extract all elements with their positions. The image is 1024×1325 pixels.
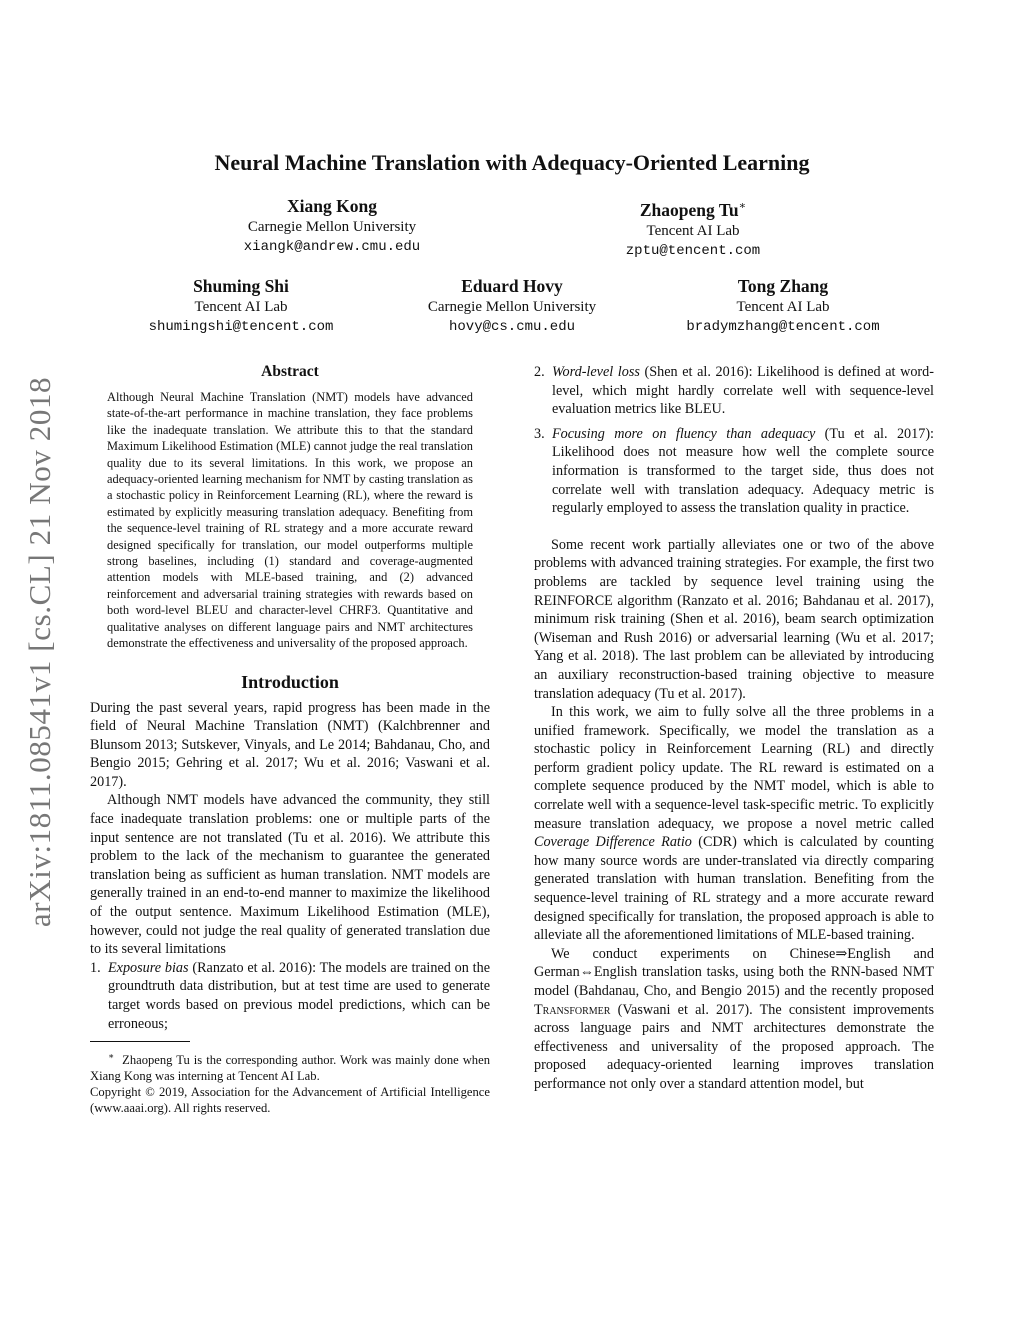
list-term: Exposure bias xyxy=(108,959,189,976)
list-text: (Tu et al. 2017): Likelihood does not measure how well the complete source information is transformed to the target side, thus does not correlate well with translation adequacy. Adequacy metric is regularly employed to assess the translation quality in practice. xyxy=(552,425,934,517)
author-email: zptu@tencent.com xyxy=(625,242,761,259)
author-affiliation: Carnegie Mellon University xyxy=(247,219,417,235)
para2-text-b: (CDR) which is calculated by counting how many source words are under-translated via directly comparing generated translation with human translation. Benefiting from the sequence-level training of RL strategy and a more accurate reward designed specifically for translation, the proposed approach is able to alleviate all the aforementioned limitations of MLE-based training. xyxy=(534,834,934,944)
author-affiliation: Tencent AI Lab xyxy=(194,299,288,315)
abstract-text: Although Neural Machine Translation (NMT) models have advanced state-of-the-art performance in machine translation, they face problems like the inadequate translation. We attribute this to that the standard Maximum Likelihood Estimation (MLE) cannot judge the real translation quality due to its several limitations. In this work, we propose an adequacy-oriented learning mechanism for NMT by casting translation as a stochastic policy in Reinforcement Learning (RL), where the reward is estimated by explicitly measuring translation adequacy. Benefiting from the sequence-level training of RL strategy and a more accurate reward designed specifically for translation, our model outperforms multiple strong baselines, including (1) standard and coverage-augmented attention models with MLE-based training, and (2) advanced reinforcement and adversarial training strategies with rewards based on both word-level BLEU and character-level CHRF3. Quantitative and qualitative analyses on different language pairs and NMT architectures demonstrate the effectiveness and universality of the proposed approach. xyxy=(107,390,473,651)
list-number: 1. xyxy=(90,959,101,976)
footnote-rule xyxy=(90,1041,190,1042)
arxiv-side-stamp xyxy=(14,358,66,946)
author-affiliation: Carnegie Mellon University xyxy=(427,299,597,315)
para3-text-b: (Vaswani et al. 2017). The consistent improvements across language pairs and NMT architectures demonstrate the effectiveness and universality of the proposed approach. The proposed adequacy-oriented learning improves translation performance not only over a standard attention model, but xyxy=(534,1001,934,1092)
list-text: (Shen et al. 2016): Likelihood is defined at word-level, which might hardly correlate well with sequence-level evaluation metrics like BLEU. xyxy=(552,364,934,418)
limitation-item-3 xyxy=(534,425,934,518)
transformer-term: Transformer xyxy=(534,1001,611,1018)
footnote xyxy=(90,1048,490,1084)
author-email: bradymzhang@tencent.com xyxy=(686,319,880,335)
right-paragraph-1: Some recent work partially alleviates one or two of the above problems with advanced training strategies. For example, the first two problems are tackled by sequence level training using the REINFORCE algorithm (Ranzato et al. 2016; Bahdanau et al. 2017), minimum risk training (Shen et al. 2016), beam search optimization (Wiseman and Rush 2016) or adversarial learning (Wu et al. 2017; Yang et al. 2018). The last problem can be alleviated by introducing an auxiliary reconstruction-based training objective to measure translation adequacy (Tu et al. 2017). xyxy=(534,536,934,702)
cdr-term: Coverage Difference Ratio xyxy=(534,834,692,851)
limitation-item-2 xyxy=(534,363,934,419)
author-name: Shuming Shi xyxy=(193,276,289,296)
author-name: Zhaopeng Tu∗ xyxy=(639,199,747,220)
arxiv-id-text: arXiv:1811.08541v1 [cs.CL] 21 Nov 2018 xyxy=(22,376,58,928)
left-column xyxy=(90,363,490,1116)
right-column xyxy=(534,363,934,1094)
footnote-mark: ∗ xyxy=(108,1051,115,1062)
author-footnote-mark: ∗ xyxy=(738,200,747,212)
list-term: Word-level loss xyxy=(552,364,640,380)
right-paragraph-2 xyxy=(534,703,934,945)
list-term: Focusing more on fluency than adequacy xyxy=(552,425,816,442)
list-number: 3. xyxy=(534,425,545,442)
author-block-2 xyxy=(543,195,843,261)
author-email: shumingshi@tencent.com xyxy=(148,319,334,335)
paper-title: Neural Machine Translation with Adequacy-Oriented Learning xyxy=(214,150,810,175)
limitation-item-1 xyxy=(90,959,490,1033)
intro-paragraph-2: Although NMT models have advanced the community, they still face inadequate translation problems: one or multiple parts of the input sentence are not translated (Tu et al. 2016). We attribute this problem to the lack of the mechanism to guarantee the generated translation being as sufficient as human translation. NMT models are generally trained in an end-to-end manner to maximize the likelihood of the output sentence. Maximum Likelihood Estimation (MLE), however, could not judge the real quality of generated translation due to its several limitations xyxy=(90,792,490,958)
author-block-5 xyxy=(633,275,933,337)
introduction-heading: Introduction xyxy=(241,671,339,692)
author-block-1 xyxy=(182,195,482,257)
author-block-3 xyxy=(91,275,391,337)
para2-text-a: In this work, we aim to fully solve all the three problems in a unified framework. Specifically, we model the translation as a stochastic policy in Reinforcement Learning (RL) and directly perform gradient policy update. The RL reward is estimated on a complete sequence produced by the NMT model, which is able to correlate well with a sequence-level task-specific metric. To explicitly measure translation adequacy, we propose a novel metric called xyxy=(534,704,934,832)
author-name: Tong Zhang xyxy=(737,276,829,296)
author-name: Xiang Kong xyxy=(287,196,377,216)
intro-paragraph-1: During the past several years, rapid progress has been made in the field of Neural Machine Translation (NMT) (Kalchbrenner and Blunsom 2013; Sutskever, Vinyals, and Le 2014; Bahdanau, Cho, and Bengio 2015; Gehring et al. 2017; Wu et al. 2016; Vaswani et al. 2017). xyxy=(90,699,490,790)
footnote-text: Zhaopeng Tu is the corresponding author. Work was mainly done when Xiang Kong was interning at Tencent AI Lab. xyxy=(90,1053,490,1084)
abstract-heading: Abstract xyxy=(261,363,319,380)
author-block-4 xyxy=(362,275,662,337)
author-email: hovy@cs.cmu.edu xyxy=(448,319,576,335)
para3-text-a: We conduct experiments on Chinese⇒English and German⇔English translation tasks, using both the RNN-based NMT model (Bahdanau, Cho, and Bengio 2015) and the recently proposed xyxy=(534,945,934,999)
copyright-notice: Copyright © 2019, Association for the Advancement of Artificial Intelligence (www.aaai.org). All rights reserved. xyxy=(90,1085,490,1116)
list-text: (Ranzato et al. 2016): The models are trained on the groundtruth data distribution, but at test time are used to generate target words based on previous model predictions, which can be erroneous; xyxy=(108,959,490,1032)
author-affiliation: Tencent AI Lab xyxy=(646,222,740,239)
right-paragraph-3 xyxy=(534,945,934,1094)
author-name: Eduard Hovy xyxy=(461,276,563,296)
author-affiliation: Tencent AI Lab xyxy=(736,299,830,315)
list-number: 2. xyxy=(534,364,545,380)
author-email: xiangk@andrew.cmu.edu xyxy=(243,239,421,255)
